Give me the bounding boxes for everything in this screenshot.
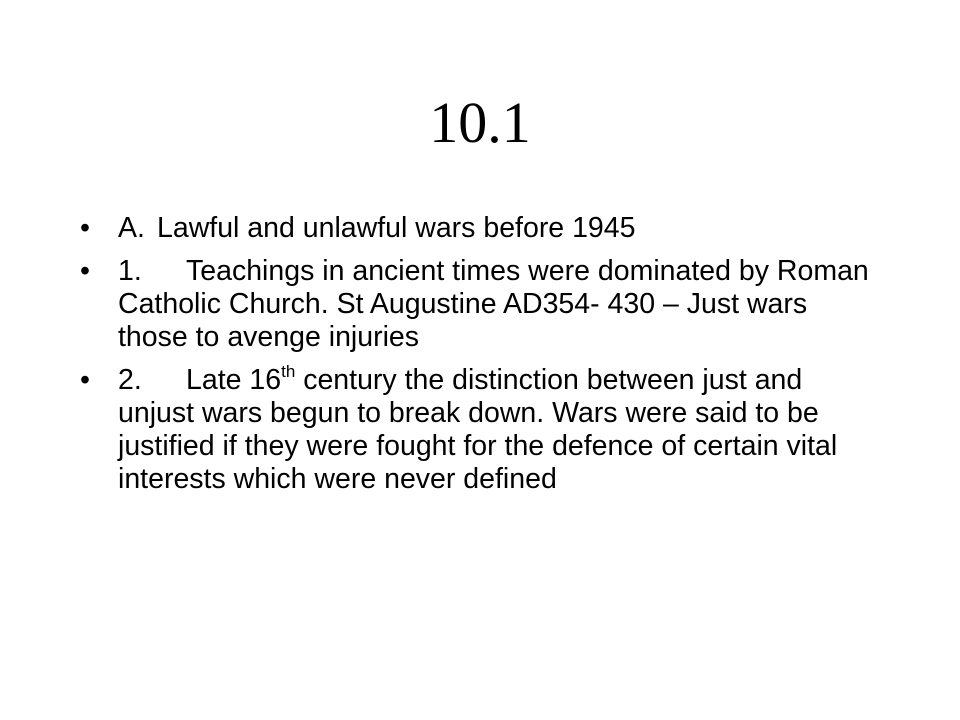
bullet-text: Teachings in ancient times were dominated by Roman Catholic Church. St Augustine AD354- 430 – Just wars those to avenge injuries bbox=[118, 255, 869, 353]
bullet-number: A. bbox=[118, 212, 145, 244]
bullet-marker: • bbox=[80, 212, 90, 244]
bullet-number: 2. bbox=[118, 364, 142, 396]
slide-title: 10.1 bbox=[429, 90, 531, 155]
bullet-superscript: th bbox=[281, 362, 296, 381]
bullet-text-end: century the distinction between just and unjust wars begun to break down. Wars were said to be justified if they were fought for the defence of certain vital interests which were never defined bbox=[118, 364, 838, 495]
bullet-marker: • bbox=[80, 255, 90, 287]
bullet-text-start: Late 16 bbox=[186, 364, 282, 396]
bullet-number: 1. bbox=[118, 255, 142, 287]
bullet-item-2 bbox=[80, 364, 880, 496]
bullet-marker: • bbox=[80, 364, 90, 396]
bullet-text: Lawful and unlawful wars before 1945 bbox=[157, 212, 636, 244]
bullet-list bbox=[80, 212, 880, 506]
bullet-item-1 bbox=[80, 255, 880, 354]
bullet-item-a bbox=[80, 212, 880, 245]
